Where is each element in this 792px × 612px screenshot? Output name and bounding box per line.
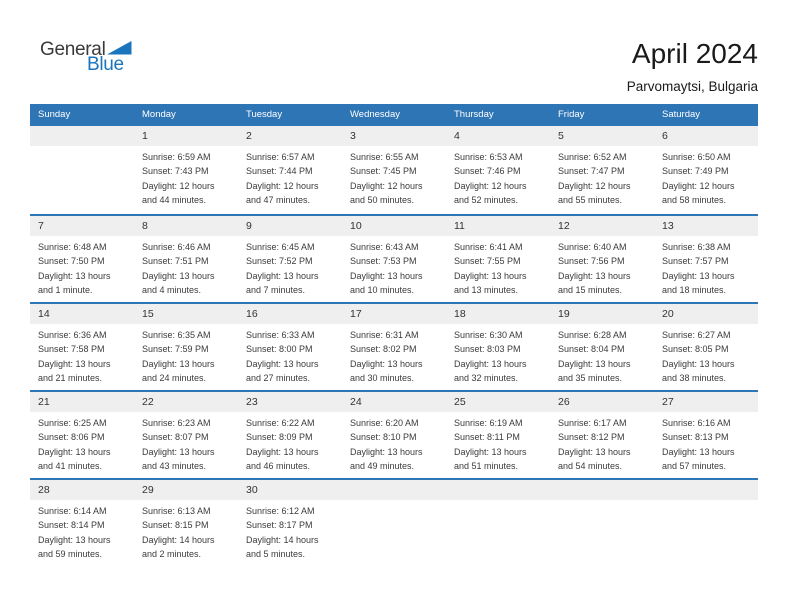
day-info-line: and 47 minutes. [246,195,311,206]
day-info-line: and 54 minutes. [558,461,623,472]
day-info [446,146,550,208]
day-info-line: Sunrise: 6:55 AM [350,152,419,162]
day-info-line: Sunrise: 6:14 AM [38,506,107,516]
day-info-line: and 50 minutes. [350,195,415,206]
day-info-line: and 2 minutes. [142,549,202,560]
day-info-line: and 38 minutes. [662,373,727,384]
day-info [30,412,134,474]
day-info-line: Daylight: 13 hours [38,446,111,457]
date-number: 27 [654,392,758,412]
date-number: 16 [238,304,342,324]
calendar [30,104,758,566]
day-info-line: Daylight: 12 hours [142,180,215,191]
day-info [238,412,342,474]
day-info [550,412,654,474]
day-info-line: and 13 minutes. [454,285,519,296]
day-cell-7 [30,216,134,302]
day-cell-26 [550,392,654,478]
day-info [446,412,550,474]
day-info-line: Sunrise: 6:38 AM [662,242,731,252]
day-cell-30 [238,480,342,566]
day-cell-15 [134,304,238,390]
day-info-line: Sunset: 7:58 PM [38,344,105,355]
day-info-line: Daylight: 13 hours [246,446,319,457]
day-cell-empty [342,480,446,566]
date-number: 8 [134,216,238,236]
day-cell-17 [342,304,446,390]
day-info-line: Daylight: 13 hours [142,446,215,457]
day-info-line: and 57 minutes. [662,461,727,472]
date-number: 21 [30,392,134,412]
day-info-line: Sunrise: 6:28 AM [558,330,627,340]
day-info-line: and 21 minutes. [38,373,103,384]
day-info-line: Sunset: 8:09 PM [246,432,313,443]
day-info [550,236,654,298]
day-cell-12 [550,216,654,302]
dow-header-wednesday: Wednesday [350,109,400,120]
day-info-line: and 1 minute. [38,285,93,296]
dow-header-monday: Monday [142,109,176,120]
day-info-line: Sunset: 8:03 PM [454,344,521,355]
day-info-line: Sunset: 8:11 PM [454,432,520,443]
date-number [550,480,654,500]
day-info-line: Sunset: 8:04 PM [558,344,625,355]
day-info-line: Daylight: 13 hours [246,358,319,369]
day-info-line: Sunset: 7:43 PM [142,166,209,177]
day-info [30,500,134,562]
day-info-line: Sunset: 8:12 PM [558,432,625,443]
day-cell-6 [654,126,758,214]
week-row [30,302,758,390]
day-info-line: and 18 minutes. [662,285,727,296]
day-info [550,324,654,386]
day-info [654,236,758,298]
day-cell-empty [550,480,654,566]
day-info-line: and 46 minutes. [246,461,311,472]
day-info-line: and 24 minutes. [142,373,207,384]
day-cell-10 [342,216,446,302]
day-info [30,146,134,150]
date-number: 12 [550,216,654,236]
date-number: 11 [446,216,550,236]
day-info [238,500,342,562]
day-cell-4 [446,126,550,214]
day-info-line: Daylight: 13 hours [558,358,631,369]
day-cell-20 [654,304,758,390]
day-info-line: and 4 minutes. [142,285,202,296]
day-info-line: Sunrise: 6:46 AM [142,242,211,252]
date-number [654,480,758,500]
day-info-line: Sunrise: 6:19 AM [454,418,523,428]
day-info-line: Sunrise: 6:12 AM [246,506,315,516]
day-info-line: Sunrise: 6:23 AM [142,418,211,428]
week-row [30,126,758,214]
day-info [550,146,654,208]
day-info-line: Daylight: 12 hours [350,180,423,191]
day-info-line: Sunrise: 6:22 AM [246,418,315,428]
day-info-line: Sunset: 7:44 PM [246,166,313,177]
day-cell-empty [446,480,550,566]
day-info-line: Sunrise: 6:57 AM [246,152,315,162]
day-info-line: Sunrise: 6:30 AM [454,330,523,340]
day-info [238,236,342,298]
day-info-line: Sunrise: 6:59 AM [142,152,211,162]
day-info-line: Sunrise: 6:13 AM [142,506,211,516]
date-number: 3 [342,126,446,146]
day-info-line: Sunrise: 6:16 AM [662,418,731,428]
day-cell-16 [238,304,342,390]
day-info-line: Sunset: 8:17 PM [246,520,313,531]
location-subtitle: Parvomaytsi, Bulgaria [626,79,758,94]
day-of-week-header-row [30,104,758,126]
date-number: 20 [654,304,758,324]
day-cell-9 [238,216,342,302]
day-info-line: Daylight: 13 hours [454,270,527,281]
day-info [238,146,342,208]
day-info-line: Daylight: 13 hours [350,358,423,369]
day-info-line: Sunset: 7:50 PM [38,256,105,267]
date-number: 10 [342,216,446,236]
day-info-line: and 58 minutes. [662,195,727,206]
day-info-line: Sunrise: 6:50 AM [662,152,731,162]
day-info-line: Sunset: 7:52 PM [246,256,313,267]
day-cell-empty [654,480,758,566]
date-number: 23 [238,392,342,412]
dow-header-tuesday: Tuesday [246,109,283,120]
date-number: 14 [30,304,134,324]
day-cell-28 [30,480,134,566]
logo-triangle-icon [107,41,132,55]
day-info [446,500,550,504]
day-info-line: Daylight: 13 hours [454,446,527,457]
day-info-line: and 32 minutes. [454,373,519,384]
day-info-line: Daylight: 13 hours [558,270,631,281]
date-number: 13 [654,216,758,236]
day-info-line: and 41 minutes. [38,461,103,472]
day-info-line: Sunset: 7:46 PM [454,166,521,177]
date-number: 19 [550,304,654,324]
logo-text-blue: Blue [87,54,124,75]
day-info [342,412,446,474]
day-info-line: Sunset: 7:53 PM [350,256,417,267]
day-info [342,146,446,208]
day-cell-13 [654,216,758,302]
day-info-line: and 51 minutes. [454,461,519,472]
date-number: 26 [550,392,654,412]
day-cell-22 [134,392,238,478]
dow-header-friday: Friday [558,109,585,120]
day-info-line: Daylight: 13 hours [558,446,631,457]
page-title: April 2024 [631,38,758,69]
day-info-line: Daylight: 13 hours [38,270,111,281]
day-info-line: Daylight: 12 hours [558,180,631,191]
date-number: 7 [30,216,134,236]
day-info [134,236,238,298]
day-info [342,236,446,298]
day-info-line: Sunrise: 6:33 AM [246,330,315,340]
date-number [342,480,446,500]
day-info-line: Daylight: 12 hours [662,180,735,191]
day-info-line: Sunset: 8:02 PM [350,344,417,355]
date-number: 5 [550,126,654,146]
day-info [446,324,550,386]
day-info-line: Sunset: 7:45 PM [350,166,417,177]
day-info-line: and 44 minutes. [142,195,207,206]
day-info-line: Sunset: 8:07 PM [142,432,209,443]
day-cell-3 [342,126,446,214]
day-info-line: Sunset: 7:57 PM [662,256,729,267]
calendar-weeks [30,126,758,566]
day-info-line: Daylight: 13 hours [142,358,215,369]
day-info [550,500,654,504]
logo-text-general: General [40,39,106,60]
week-row [30,478,758,566]
day-cell-21 [30,392,134,478]
date-number: 4 [446,126,550,146]
day-info-line: Sunset: 8:05 PM [662,344,729,355]
day-cell-23 [238,392,342,478]
day-info [30,324,134,386]
day-cell-14 [30,304,134,390]
day-info-line: Daylight: 14 hours [142,534,215,545]
day-info [654,324,758,386]
day-info-line: and 59 minutes. [38,549,103,560]
date-number: 15 [134,304,238,324]
day-info-line: Sunrise: 6:53 AM [454,152,523,162]
day-info-line: Daylight: 13 hours [350,270,423,281]
day-info-line: Daylight: 13 hours [142,270,215,281]
day-cell-empty [30,126,134,214]
day-info-line: Sunset: 7:51 PM [142,256,209,267]
date-number: 30 [238,480,342,500]
day-info-line: Sunrise: 6:31 AM [350,330,419,340]
day-info-line: and 27 minutes. [246,373,311,384]
day-info [654,412,758,474]
day-info-line: Sunset: 8:10 PM [350,432,417,443]
day-info-line: and 5 minutes. [246,549,306,560]
date-number: 17 [342,304,446,324]
day-info-line: Daylight: 13 hours [246,270,319,281]
day-info [342,500,446,504]
day-info [30,236,134,298]
date-number: 24 [342,392,446,412]
day-info-line: Sunrise: 6:41 AM [454,242,523,252]
day-info [342,324,446,386]
day-info-line: Sunrise: 6:52 AM [558,152,627,162]
date-number: 9 [238,216,342,236]
day-cell-5 [550,126,654,214]
day-info [238,324,342,386]
day-cell-27 [654,392,758,478]
day-info-line: Sunset: 8:15 PM [142,520,209,531]
day-info-line: and 43 minutes. [142,461,207,472]
day-info-line: Daylight: 13 hours [454,358,527,369]
day-info [134,146,238,208]
day-info-line: and 35 minutes. [558,373,623,384]
day-cell-29 [134,480,238,566]
title-block [627,38,758,94]
day-info-line: Sunrise: 6:40 AM [558,242,627,252]
day-info-line: Sunrise: 6:36 AM [38,330,107,340]
day-info [446,236,550,298]
day-info [654,500,758,504]
day-info-line: Sunset: 7:47 PM [558,166,625,177]
day-info-line: Sunrise: 6:48 AM [38,242,107,252]
day-info-line: and 49 minutes. [350,461,415,472]
day-cell-19 [550,304,654,390]
date-number: 1 [134,126,238,146]
day-cell-24 [342,392,446,478]
dow-header-saturday: Saturday [662,109,701,120]
day-info-line: Daylight: 12 hours [454,180,527,191]
date-number: 28 [30,480,134,500]
date-number: 2 [238,126,342,146]
day-info-line: and 55 minutes. [558,195,623,206]
day-info [654,146,758,208]
day-info-line: Sunset: 7:55 PM [454,256,521,267]
day-info-line: Sunrise: 6:45 AM [246,242,315,252]
day-info [134,500,238,562]
general-blue-logo [40,40,132,74]
day-info-line: Daylight: 13 hours [662,358,735,369]
dow-header-thursday: Thursday [454,109,494,120]
day-info-line: Daylight: 14 hours [246,534,319,545]
day-info-line: Sunset: 7:49 PM [662,166,729,177]
week-row [30,214,758,302]
date-number: 22 [134,392,238,412]
day-info-line: Sunrise: 6:17 AM [558,418,627,428]
day-info-line: and 7 minutes. [246,285,306,296]
dow-header-sunday: Sunday [38,109,71,120]
day-info-line: Sunset: 8:06 PM [38,432,105,443]
day-info-line: and 30 minutes. [350,373,415,384]
day-info-line: Sunrise: 6:35 AM [142,330,211,340]
day-info-line: Sunrise: 6:27 AM [662,330,731,340]
day-info [134,324,238,386]
day-info-line: Daylight: 13 hours [662,270,735,281]
day-info-line: Sunrise: 6:20 AM [350,418,419,428]
date-number [30,126,134,146]
week-row [30,390,758,478]
date-number: 6 [654,126,758,146]
day-info-line: Daylight: 13 hours [38,358,111,369]
day-info-line: and 15 minutes. [558,285,623,296]
date-number: 18 [446,304,550,324]
day-cell-2 [238,126,342,214]
day-info-line: Sunset: 7:59 PM [142,344,209,355]
day-cell-11 [446,216,550,302]
day-info-line: Sunrise: 6:43 AM [350,242,419,252]
day-cell-18 [446,304,550,390]
day-info-line: Sunset: 7:56 PM [558,256,625,267]
day-cell-25 [446,392,550,478]
day-info-line: Sunrise: 6:25 AM [38,418,107,428]
day-info-line: Daylight: 13 hours [662,446,735,457]
date-number: 25 [446,392,550,412]
day-info-line: and 52 minutes. [454,195,519,206]
date-number [446,480,550,500]
date-number: 29 [134,480,238,500]
day-info-line: Daylight: 13 hours [350,446,423,457]
day-info-line: Daylight: 12 hours [246,180,319,191]
day-info-line: Sunset: 8:13 PM [662,432,729,443]
day-info [134,412,238,474]
day-info-line: Daylight: 13 hours [38,534,111,545]
day-info-line: Sunset: 8:14 PM [38,520,105,531]
day-info-line: and 10 minutes. [350,285,415,296]
day-cell-1 [134,126,238,214]
day-info-line: Sunset: 8:00 PM [246,344,313,355]
day-cell-8 [134,216,238,302]
